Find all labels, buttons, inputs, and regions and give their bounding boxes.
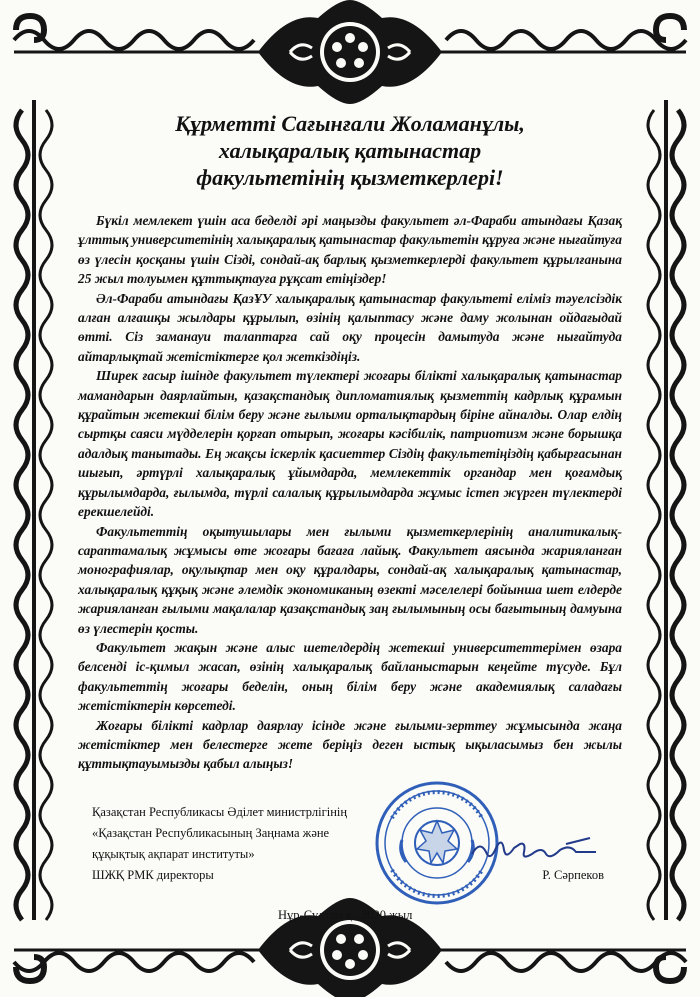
signature-block bbox=[92, 802, 612, 902]
title-line: факультетінің қызметкерлері! bbox=[196, 165, 504, 190]
paragraph: Факультеттің оқытушылары мен ғылыми қызметкерлерінің аналитикалық-сараптамалық жұмысы өте жоғары бағаға лайық. Факультет аясында жарияланған монографиялар, оқулықтар мен оқу құралдары, сондай-ақ халықаралық қатынастар, халықаралық құқық және әлемдік экономиканың өзекті мәселелері бойынша шет елдерде жарияланған ғылыми мақалалар қазақстандық заң ғылымының осы бағытының дамуына өз үлестерін қосты. bbox=[78, 523, 622, 636]
signature-line: Қазақстан Республикасы Әділет министрлігінің bbox=[92, 805, 348, 819]
signature-line: құқықтық ақпарат институты» bbox=[92, 847, 255, 861]
place-date: Нұр-Сұлтан қ., 2020 жыл bbox=[278, 908, 413, 922]
signature-line: «Қазақстан Республикасының Заңнама және bbox=[92, 826, 330, 840]
title-line: халықаралық қатынастар bbox=[218, 138, 482, 163]
paragraph: Факультет жақын және алыс шетелдердің жетекші университеттерімен өзара белсенді іс-қимыл жасап, өзінің халықаралық байланыстарын кеңейте түсуде. Бұл факультеттің жоғары беделін, оның білім беру және академиялық саладағы жетістіктерін көрсетеді. bbox=[78, 639, 622, 714]
letter-title bbox=[78, 110, 622, 191]
top-medallion-ornament bbox=[258, 0, 442, 104]
letter-body bbox=[78, 211, 622, 774]
paragraph: Бүкіл мемлекет үшін аса беделді әрі маңызды факультет әл-Фараби атындағы Қазақ ұлттық университетінің халықаралық қатынастар факультетін құруға және нығайтуға өз үлесін қосқаны үшін Сізді, сондай-ақ барлық қызметкерлерді факультет құрылғанына 25 жыл толуымен құттықтауға рұқсат етіңіздер! bbox=[78, 213, 622, 287]
paragraph: Жоғары білікті кадрлар даярлау ісінде және ғылыми-зерттеу жұмысында жаңа жетістіктер мен белестерге жете беріңіз деген ыстық ықыласымыз бен жылы құттықтауымызды қабыл алыңыз! bbox=[78, 717, 622, 772]
letter-content bbox=[78, 110, 622, 774]
paragraph: Әл-Фараби атындағы ҚазҰУ халықаралық қатынастар факультеті еліміз тәуелсіздік алған алғашқы жылдары құрылып, өзінің қалыптасу және даму жолынан ойдағыдай өтті. Сіз заманауи талаптарға сай оқу процесін дамытуда және нығайтуда айтарлықтай жетістіктерге қол жеткіздіңіз. bbox=[78, 290, 622, 364]
paragraph: Ширек ғасыр ішінде факультет түлектері жоғары білікті халықаралық қатынастар мамандарын даярлайтын, қазақстандық дипломатиялық қызметтің кадрлық құрамын құрайтын жетекші білім беру және ғылыми орталықтардың біріне айналды. Олар елдің сыртқы саяси мүдделерін қорғап отырып, жоғары кәсібилік, патриотизм және борышқа адалдық танытады. Ең жақсы іскерлік қасиеттер Сіздің факультетіңіздің қабырғасынан шығып, әртүрлі халықаралық ұйымдарда, мемлекеттік органдар мен қоғамдық құрылымдарда, ғылымда, түрлі салалық құрылымдарда жұмыс істеп жүрген түлектерді ерекшелейді. bbox=[78, 368, 622, 520]
signer-name: Р. Сәрпеков bbox=[542, 868, 604, 882]
title-line: Құрметті Сағынғали Жоламанұлы, bbox=[175, 111, 525, 136]
signature-line: ШЖҚ РМК директоры bbox=[92, 868, 214, 882]
